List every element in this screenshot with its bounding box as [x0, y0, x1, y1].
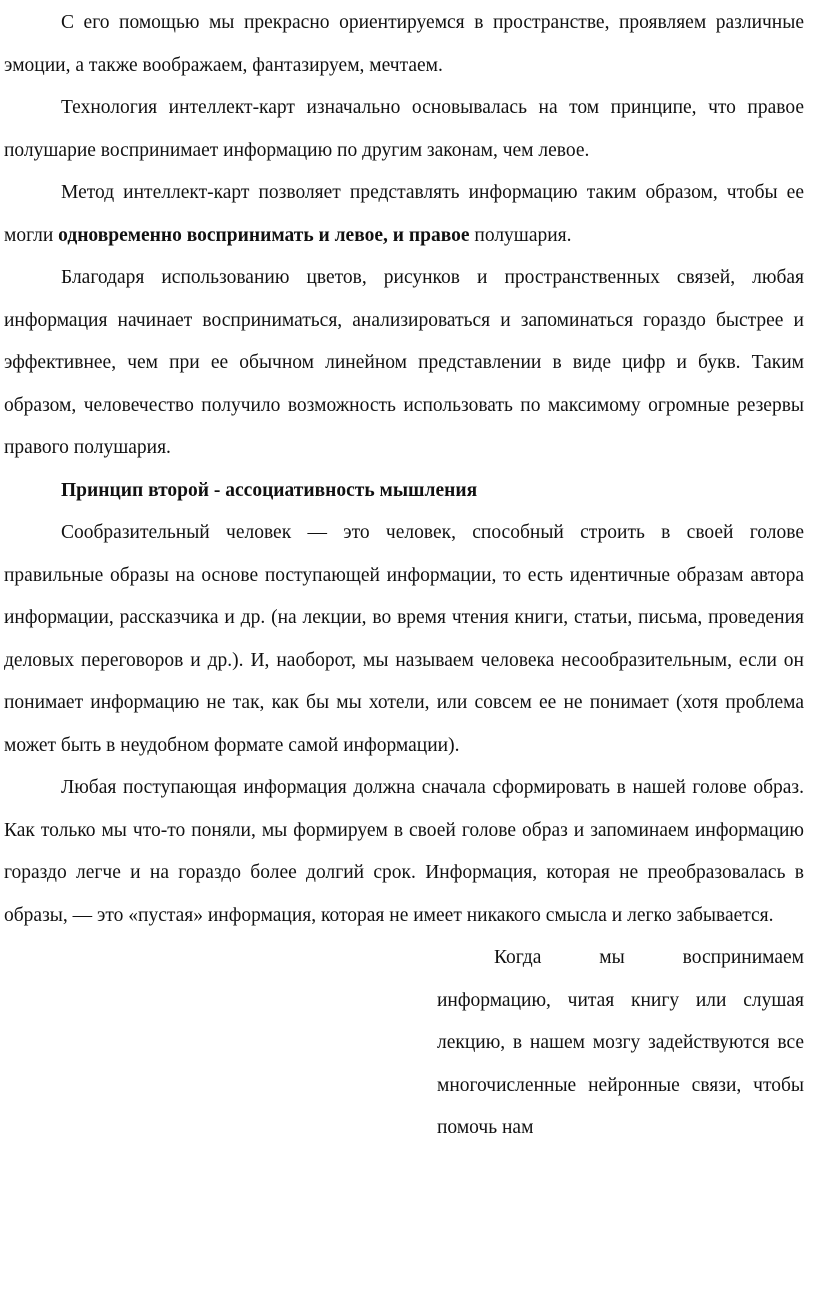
section-heading: [4, 470, 804, 513]
paragraph-1: [4, 2, 804, 87]
paragraph-1-text: С его помощью мы прекрасно ориентируемся в пространстве, проявляем различные эмоции, а также воображаем, фантазируем, мечтаем.: [4, 12, 804, 76]
paragraph-6-text: Любая поступающая информация должна сначала сформировать в нашей голове образ. Как только мы что-то поняли, мы формируем в своей голове образ и запоминаем информацию гораздо легче и на гораздо более долгий срок. Информация, которая не преобразовалась в образы, — это «пустая» информация, которая не имеет никакого смысла и легко забывается.: [4, 777, 804, 926]
paragraph-3-bold-text: одновременно воспринимать и левое, и правое: [58, 224, 470, 246]
paragraph-5: [4, 512, 804, 767]
paragraph-3: [4, 172, 804, 257]
paragraph-4: [4, 257, 804, 470]
paragraph-6: [4, 767, 804, 937]
paragraph-5-text: Сообразительный человек — это человек, способный строить в своей голове правильные образы на основе поступающей информации, то есть идентичные образам автора информации, рассказчика и др. (на лекции, во время чтения книги, статьи, письма, проведения деловых переговоров и др.). И, наоборот, мы называем человека несообразительным, если он понимает информацию не так, как бы мы хотели, или совсем ее не понимает (хотя проблема может быть в неудобном формате самой информации).: [4, 522, 804, 756]
side-text-column: [437, 937, 804, 1150]
paragraph-4-text: Благодаря использованию цветов, рисунков и пространственных связей, любая информация начинает восприниматься, анализироваться и запоминаться гораздо быстрее и эффективнее, чем при ее обычном линейном представлении в виде цифр и букв. Таким образом, человечество получило возможность использовать по максимому огромные резервы правого полушария.: [4, 267, 804, 458]
paragraph-2-text: Технология интеллект-карт изначально основывалась на том принципе, что правое полушарие воспринимает информацию по другим законам, чем левое.: [4, 97, 804, 161]
document-body: [4, 2, 804, 1150]
paragraph-2: [4, 87, 804, 172]
paragraph-3-text-end: полушария.: [469, 224, 572, 246]
paragraph-3-text: Метод интеллект-карт позволяет представлять информацию таким образом, чтобы ее могли: [4, 182, 804, 246]
side-paragraph: Когда мы воспринимаем информацию, читая книгу или слушая лекцию, в нашем мозгу задействуются все многочисленные нейронные связи, чтобы помочь нам: [437, 947, 804, 1138]
section-heading-text: Принцип второй - ассоциативность мышления: [61, 479, 478, 501]
